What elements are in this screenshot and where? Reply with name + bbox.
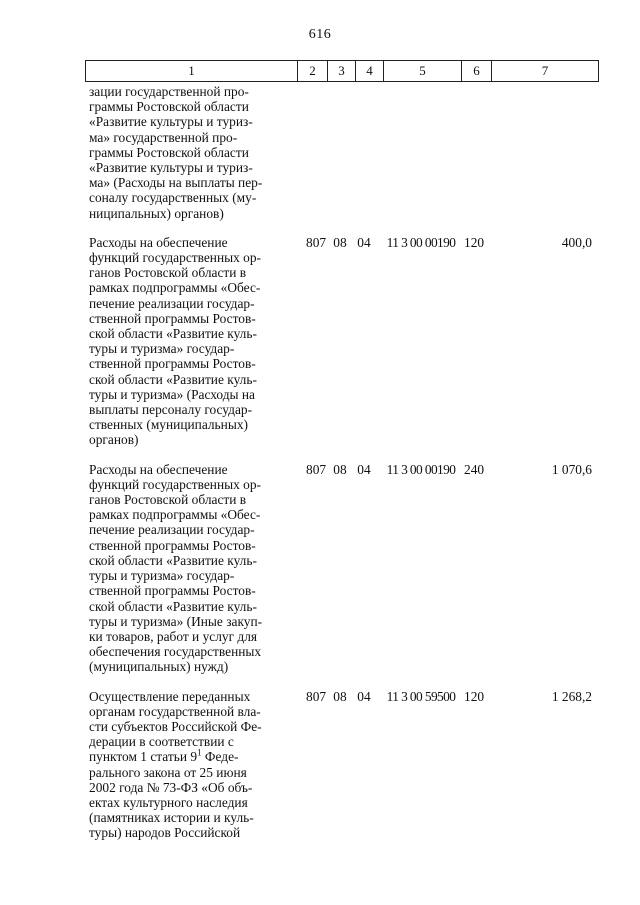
- code-expense-type: 120: [464, 688, 485, 704]
- budget-table: [85, 60, 599, 841]
- description-line: ской области «Развитие куль-: [89, 326, 257, 342]
- description-line: ской области «Развитие куль-: [89, 552, 257, 568]
- page-number: 616: [308, 27, 332, 42]
- description-line: обеспечения государственных: [89, 644, 262, 660]
- row-description: [85, 235, 292, 448]
- code-subsection: 04: [357, 688, 371, 704]
- code-ministry: 807: [306, 688, 327, 704]
- description-line: ектах культурного наследия: [89, 794, 248, 810]
- code-target-article: 11 3 00 00190: [386, 234, 456, 250]
- description-line: туры и туризма» государ-: [89, 341, 235, 357]
- table-row: [85, 235, 599, 448]
- code-ministry: 807: [306, 461, 327, 477]
- description-line: «Развитие культуры и туриз-: [89, 114, 253, 130]
- description-line: ки товаров, работ и услуг для: [89, 628, 258, 644]
- table-row: [85, 462, 599, 675]
- description-line: (муниципальных) нужд): [89, 659, 229, 675]
- description-line: рамках подпрограммы «Обес-: [89, 280, 261, 296]
- code-ministry: [292, 84, 322, 221]
- superscript-one: 1: [197, 747, 202, 758]
- description-line: ма» (Расходы на выплаты пер-: [89, 175, 263, 191]
- row-description: [85, 689, 292, 841]
- table-row: [85, 689, 599, 841]
- code-target-article: 11 3 00 00190: [386, 461, 456, 477]
- code-expense-type: [464, 84, 494, 221]
- code-expense-type: 120: [464, 234, 485, 250]
- code-target-article: 11 3 00 59500: [386, 688, 456, 704]
- description-line: ганов Ростовской области в: [89, 492, 247, 508]
- amount: 1 070,6: [551, 461, 592, 477]
- description-line: граммы Ростовской области: [89, 144, 249, 160]
- code-subsection: 04: [357, 461, 371, 477]
- description-line: ственной программы Ростов-: [89, 356, 256, 372]
- amount: 1 268,2: [551, 688, 592, 704]
- code-subsection: 04: [357, 234, 371, 250]
- description-line: зации государственной про-: [89, 84, 249, 99]
- table-header: [85, 60, 599, 82]
- description-line: ственной программы Ростов-: [89, 583, 256, 599]
- code-section: 08: [333, 461, 347, 477]
- amount: [494, 84, 592, 221]
- description-line: дерации в соответствии с: [89, 734, 234, 750]
- description-line: органам государственной вла-: [89, 703, 261, 719]
- row-description: [85, 84, 292, 221]
- description-line: соналу государственных (му-: [89, 190, 257, 206]
- row-description: [85, 462, 292, 675]
- code-ministry: 807: [306, 234, 327, 250]
- description-line: «Развитие культуры и туриз-: [89, 160, 253, 176]
- description-line: ниципальных) органов): [89, 205, 224, 221]
- code-section: [322, 84, 350, 221]
- description-line: Расходы на обеспечение: [89, 234, 228, 250]
- header-col-5: 5: [384, 61, 462, 81]
- header-col-3: 3: [328, 61, 356, 81]
- description-line: печение реализации государ-: [89, 295, 255, 311]
- description-line: ственной программы Ростов-: [89, 310, 256, 326]
- description-line: (памятниках истории и куль-: [89, 810, 254, 826]
- description-line: туры и туризма» государ-: [89, 568, 235, 584]
- description-line: ственной программы Ростов-: [89, 537, 256, 553]
- table-body: [85, 84, 599, 841]
- description-line: функций государственных ор-: [89, 250, 262, 266]
- header-col-1: 1: [86, 61, 298, 81]
- table-row: [85, 84, 599, 221]
- description-line: ственных (муниципальных): [89, 417, 248, 433]
- description-line: функций государственных ор-: [89, 476, 262, 492]
- description-line: 2002 года № 73-ФЗ «Об объ-: [89, 779, 253, 795]
- description-line: сти субъектов Российской Фе-: [89, 718, 262, 734]
- code-subsection: [350, 84, 378, 221]
- description-line: туры и туризма» (Расходы на: [89, 386, 256, 402]
- description-line: рального закона от 25 июня: [89, 764, 247, 780]
- code-expense-type: 240: [464, 461, 485, 477]
- description-line: Осуществление переданных: [89, 688, 251, 704]
- description-line: печение реализации государ-: [89, 522, 255, 538]
- description-line: органов): [89, 432, 139, 448]
- description-line: граммы Ростовской области: [89, 99, 249, 115]
- description-line: рамках подпрограммы «Обес-: [89, 507, 261, 523]
- description-line: ской области «Развитие куль-: [89, 598, 257, 614]
- code-section: 08: [333, 234, 347, 250]
- description-line: ма» государственной про-: [89, 129, 238, 145]
- description-line: пунктом 1 статьи $9^1$ Феде-: [89, 747, 239, 765]
- description-line: ской области «Развитие куль-: [89, 371, 257, 387]
- description-line: туры и туризма» (Иные закуп-: [89, 613, 263, 629]
- amount: 400,0: [561, 234, 592, 250]
- header-col-7: 7: [541, 63, 549, 78]
- code-section: 08: [333, 688, 347, 704]
- description-line: выплаты персоналу государ-: [89, 402, 253, 418]
- description-line: ганов Ростовской области в: [89, 265, 247, 281]
- header-col-6: 6: [462, 61, 492, 81]
- code-target-article: [378, 84, 464, 221]
- header-col-2: 2: [298, 61, 328, 81]
- description-line: туры) народов Российской: [89, 825, 241, 841]
- description-line: Расходы на обеспечение: [89, 461, 228, 477]
- header-col-4: 4: [356, 61, 384, 81]
